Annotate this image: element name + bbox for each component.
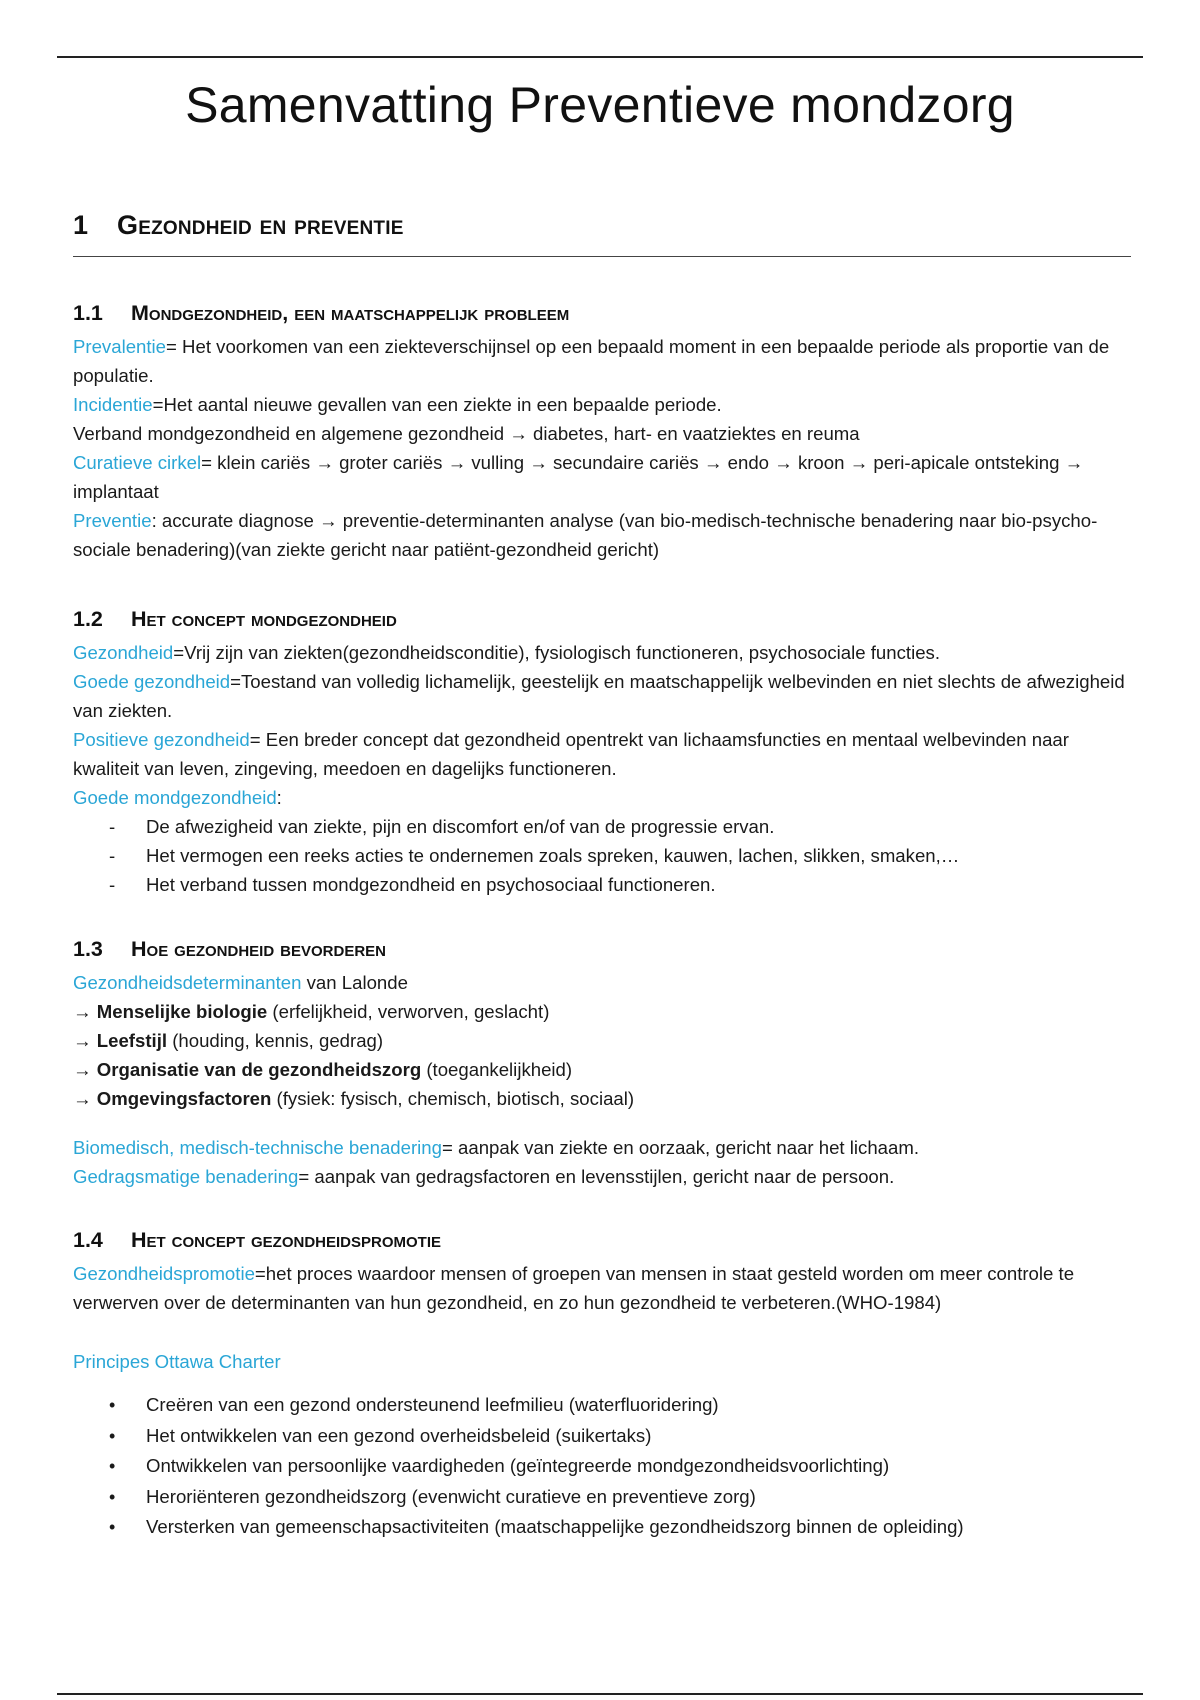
- section-title: Mondgezondheid, een maatschappelijk probleem: [131, 301, 570, 325]
- dash-marker: -: [109, 845, 116, 866]
- definition-text: = aanpak van ziekte en oorzaak, gericht naar het lichaam.: [441, 1137, 919, 1158]
- list-item-text: Heroriënteren gezondheidszorg (evenwicht curatieve en preventieve zorg): [146, 1485, 756, 1507]
- chapter-number: 1: [73, 210, 89, 240]
- section-number: 1.3: [73, 937, 103, 961]
- definition-text: : accurate diagnose → preventie-determinanten analyse (van bio-medisch-technische benadering naar bio-psycho-sociale benadering)(van ziekte gericht naar patiënt-gezondheid gericht): [73, 510, 1098, 560]
- list-item-text: Ontwikkelen van persoonlijke vaardigheden (geïntegreerde mondgezondheidsvoorlichting): [146, 1455, 890, 1476]
- list-item-text: Het verband tussen mondgezondheid en psychosociaal functioneren.: [146, 874, 716, 895]
- section-heading-1-2: [73, 600, 1133, 638]
- determinant-detail: (fysiek: fysisch, chemisch, biotisch, sociaal): [271, 1088, 635, 1109]
- term-curatieve-cirkel: Curatieve cirkel: [73, 452, 202, 473]
- definition-text: :: [276, 787, 282, 808]
- section-heading-1-3: [73, 930, 1133, 968]
- section-title: Het concept gezondheidspromotie: [131, 1228, 441, 1252]
- paragraph-gedragsmatig: [73, 1162, 1133, 1191]
- determinant-item: [73, 1084, 1133, 1113]
- paragraph-curatieve-cirkel: [73, 448, 1133, 506]
- dash-marker: -: [109, 874, 116, 895]
- intro-text: van Lalonde: [301, 972, 408, 993]
- top-rule: [57, 56, 1143, 58]
- ottawa-heading: Principes Ottawa Charter: [73, 1351, 281, 1372]
- term-gedragsmatig: Gedragsmatige benadering: [73, 1166, 299, 1187]
- determinant-detail: (erfelijkheid, verworven, geslacht): [267, 1001, 550, 1022]
- bullet-icon: •: [109, 1456, 116, 1476]
- paragraph-verband: Verband mondgezondheid en algemene gezondheid → diabetes, hart- en vaatziektes en reuma: [73, 423, 860, 444]
- determinant-name: Menselijke biologie: [96, 1001, 268, 1022]
- term-positieve-gezondheid: Positieve gezondheid: [73, 729, 250, 750]
- determinant-item: [73, 997, 1133, 1026]
- term-incidentie: Incidentie: [73, 394, 153, 415]
- arrow-icon: →: [73, 1059, 97, 1080]
- paragraph-positieve-gezondheid: [73, 725, 1133, 783]
- dash-marker: -: [109, 816, 116, 837]
- list-item-text: Het vermogen een reeks acties te ondernemen zoals spreken, kauwen, lachen, slikken, smaken,…: [146, 845, 960, 866]
- term-gezondheid: Gezondheid: [73, 642, 174, 663]
- list-item: [73, 1421, 1133, 1452]
- chapter-heading: [73, 210, 1131, 257]
- term-prevalentie: Prevalentie: [73, 336, 167, 357]
- term-gezondheidsdeterminanten: Gezondheidsdeterminanten: [73, 972, 302, 993]
- arrow-icon: →: [73, 1088, 97, 1109]
- determinant-detail: (houding, kennis, gedrag): [167, 1030, 384, 1051]
- document-body: [73, 294, 1133, 1543]
- ottawa-principles-list: [73, 1390, 1133, 1543]
- section-number: 1.1: [73, 301, 103, 325]
- list-item: [73, 1451, 1133, 1482]
- term-biomedisch: Biomedisch, medisch-technische benadering: [73, 1137, 442, 1158]
- arrow-icon: →: [73, 1030, 97, 1051]
- definition-text: =Het aantal nieuwe gevallen van een ziekte in een bepaalde periode.: [152, 394, 722, 415]
- definition-text: = Een breder concept dat gezondheid opentrekt van lichaamsfuncties en mentaal welbevinden naar kwaliteit van leven, zingeving, meedoen en dagelijks functioneren.: [73, 729, 1069, 779]
- section-heading-1-4: [73, 1221, 1133, 1259]
- paragraph-incidentie: [73, 390, 1133, 419]
- list-item: [73, 812, 1133, 841]
- paragraph-gezondheid: [73, 638, 1133, 667]
- determinant-name: Leefstijl: [96, 1030, 168, 1051]
- determinant-item: [73, 1055, 1133, 1084]
- definition-text: = aanpak van gedragsfactoren en levensstijlen, gericht naar de persoon.: [298, 1166, 895, 1187]
- list-item: [73, 1482, 1133, 1513]
- section-heading-1-1: [73, 294, 1133, 332]
- list-item-text: De afwezigheid van ziekte, pijn en discomfort en/of van de progressie ervan.: [146, 816, 775, 837]
- term-goede-mondgezondheid: Goede mondgezondheid: [73, 787, 277, 808]
- chapter-title: Gezondheid en preventie: [117, 210, 404, 240]
- paragraph-determinanten: [73, 968, 1133, 997]
- section-number: 1.4: [73, 1228, 103, 1252]
- paragraph-preventie: [73, 506, 1133, 564]
- bullet-icon: •: [109, 1395, 116, 1415]
- list-item: [73, 1390, 1133, 1421]
- determinant-detail: (toegankelijkheid): [421, 1059, 573, 1080]
- definition-text: =Vrij zijn van ziekten(gezondheidsconditie), fysiologisch functioneren, psychosociale functies.: [173, 642, 941, 663]
- section-number: 1.2: [73, 607, 103, 631]
- definition-text: =het proces waardoor mensen of groepen van mensen in staat gesteld worden om meer controle te verwerven over de determinanten van hun gezondheid, en zo hun gezondheid te verbeteren.(WHO-1984): [73, 1263, 1075, 1313]
- paragraph-prevalentie: [73, 332, 1133, 390]
- definition-text: = Het voorkomen van een ziekteverschijnsel op een bepaald moment in een bepaalde periode als proportie van de populatie.: [73, 336, 1110, 386]
- paragraph-gezondheidspromotie: [73, 1259, 1133, 1317]
- determinant-name: Organisatie van de gezondheidszorg: [96, 1059, 422, 1080]
- list-item: [73, 870, 1133, 899]
- list-item-text: Het ontwikkelen van een gezond overheidsbeleid (suikertaks): [146, 1424, 652, 1446]
- bottom-rule: [57, 1693, 1143, 1695]
- arrow-icon: →: [73, 1001, 97, 1022]
- list-item-text: Versterken van gemeenschapsactiviteiten (maatschappelijke gezondheidszorg binnen de opleiding): [146, 1516, 964, 1537]
- determinant-name: Omgevingsfactoren: [96, 1088, 272, 1109]
- determinant-item: [73, 1026, 1133, 1055]
- document-title: Samenvatting Preventieve mondzorg: [185, 77, 1015, 133]
- list-item-text: Creëren van een gezond ondersteunend leefmilieu (waterfluoridering): [146, 1394, 719, 1415]
- paragraph-goede-gezondheid: [73, 667, 1133, 725]
- term-goede-gezondheid: Goede gezondheid: [73, 671, 231, 692]
- bullet-icon: •: [109, 1486, 116, 1507]
- definition-text: =Toestand van volledig lichamelijk, geestelijk en maatschappelijk welbevinden en niet slechts de afwezigheid van ziekten.: [73, 671, 1125, 721]
- term-preventie: Preventie: [73, 510, 152, 531]
- bullet-icon: •: [109, 1425, 116, 1446]
- mondgezondheid-list: [73, 812, 1133, 899]
- list-item: [73, 841, 1133, 870]
- paragraph-goede-mondgezondheid: [73, 783, 1133, 812]
- paragraph-biomedisch: [73, 1133, 1133, 1162]
- definition-text: = klein cariës → groter cariës → vulling → secundaire cariës → endo → kroon → peri-apicale ontsteking → implantaat: [73, 452, 1084, 502]
- section-title: Hoe gezondheid bevorderen: [131, 937, 387, 961]
- term-gezondheidspromotie: Gezondheidspromotie: [73, 1263, 255, 1284]
- bullet-icon: •: [109, 1517, 116, 1537]
- section-title: Het concept mondgezondheid: [131, 607, 397, 631]
- list-item: [73, 1512, 1133, 1543]
